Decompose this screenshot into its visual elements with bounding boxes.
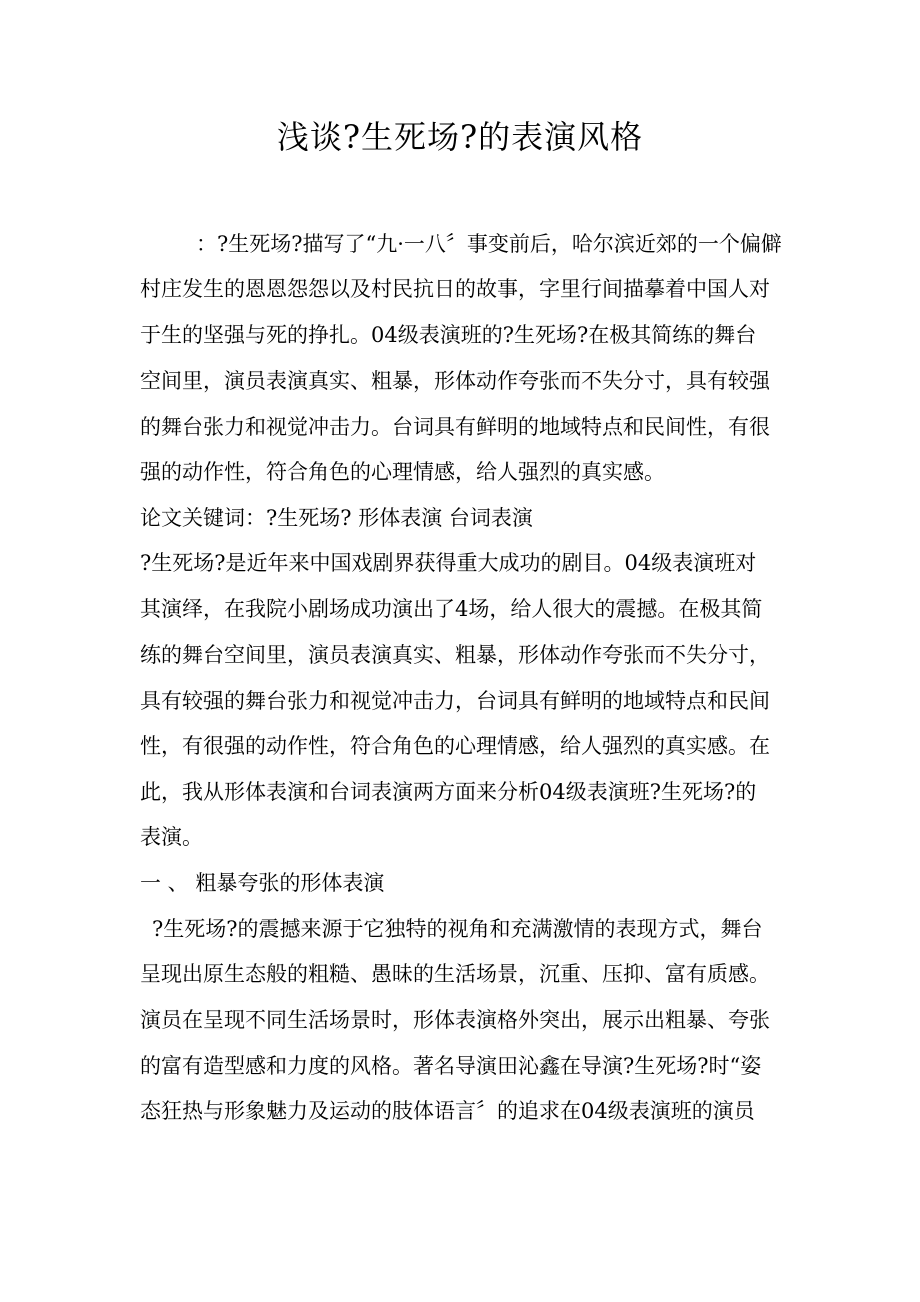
abstract-line: 空间里，演员表演真实、粗暴，形体动作夸张而不失分寸，具有较强 — [140, 369, 770, 393]
body-line: 的富有造型感和力度的风格。著名导演田沁鑫在导演?生死场?时“姿 — [140, 1054, 762, 1078]
body-line: 态狂热与形象魅力及运动的肢体语言〞的追求在04级表演班的演员 — [140, 1099, 755, 1123]
abstract-line: 村庄发生的恩恩怨怨以及村民抗日的故事，字里行间描摹着中国人对 — [140, 277, 770, 301]
body-line: 具有较强的舞台张力和视觉冲击力，台词具有鲜明的地域特点和民间 — [140, 689, 770, 713]
section-heading: 一 、 粗暴夸张的形体表演 — [140, 871, 385, 895]
abstract-line: 强的动作性，符合角色的心理情感，给人强烈的真实感。 — [140, 460, 665, 484]
keywords-line: 论文关键词：?生死场? 形体表演 台词表演 — [140, 506, 533, 530]
abstract-line: 的舞台张力和视觉冲击力。台词具有鲜明的地域特点和民间性，有很 — [140, 415, 770, 439]
body-line: 呈现出原生态般的粗糙、愚昧的生活场景，沉重、压抑、富有质感。 — [140, 962, 770, 986]
abstract-line: 于生的坚强与死的挣扎。04级表演班的?生死场?在极其简练的舞台 — [140, 323, 757, 347]
body-line: 性，有很强的动作性，符合角色的心理情感，给人强烈的真实感。在 — [140, 734, 770, 758]
body-line: ?生死场?的震撼来源于它独特的视角和充满激情的表现方式，舞台 — [152, 917, 763, 941]
body-line: 此，我从形体表演和台词表演两方面来分析04级表演班?生死场?的 — [140, 780, 757, 804]
document-title: 浅谈?生死场?的表演风格 — [276, 118, 644, 156]
body-line: 演员在呈现不同生活场景时，形体表演格外突出，展示出粗暴、夸张 — [140, 1008, 770, 1032]
body-line: 其演绎，在我院小剧场成功演出了4场，给人很大的震撼。在极其简 — [140, 597, 763, 621]
abstract-line: ：?生死场?描写了“九·一八〞事变前后，哈尔滨近郊的一个偏僻 — [196, 232, 782, 256]
body-line: 练的舞台空间里，演员表演真实、粗暴，形体动作夸张而不失分寸， — [140, 643, 770, 667]
body-line: 表演。 — [140, 825, 203, 849]
body-line: ?生死场?是近年来中国戏剧界获得重大成功的剧目。04级表演班对 — [140, 551, 757, 575]
